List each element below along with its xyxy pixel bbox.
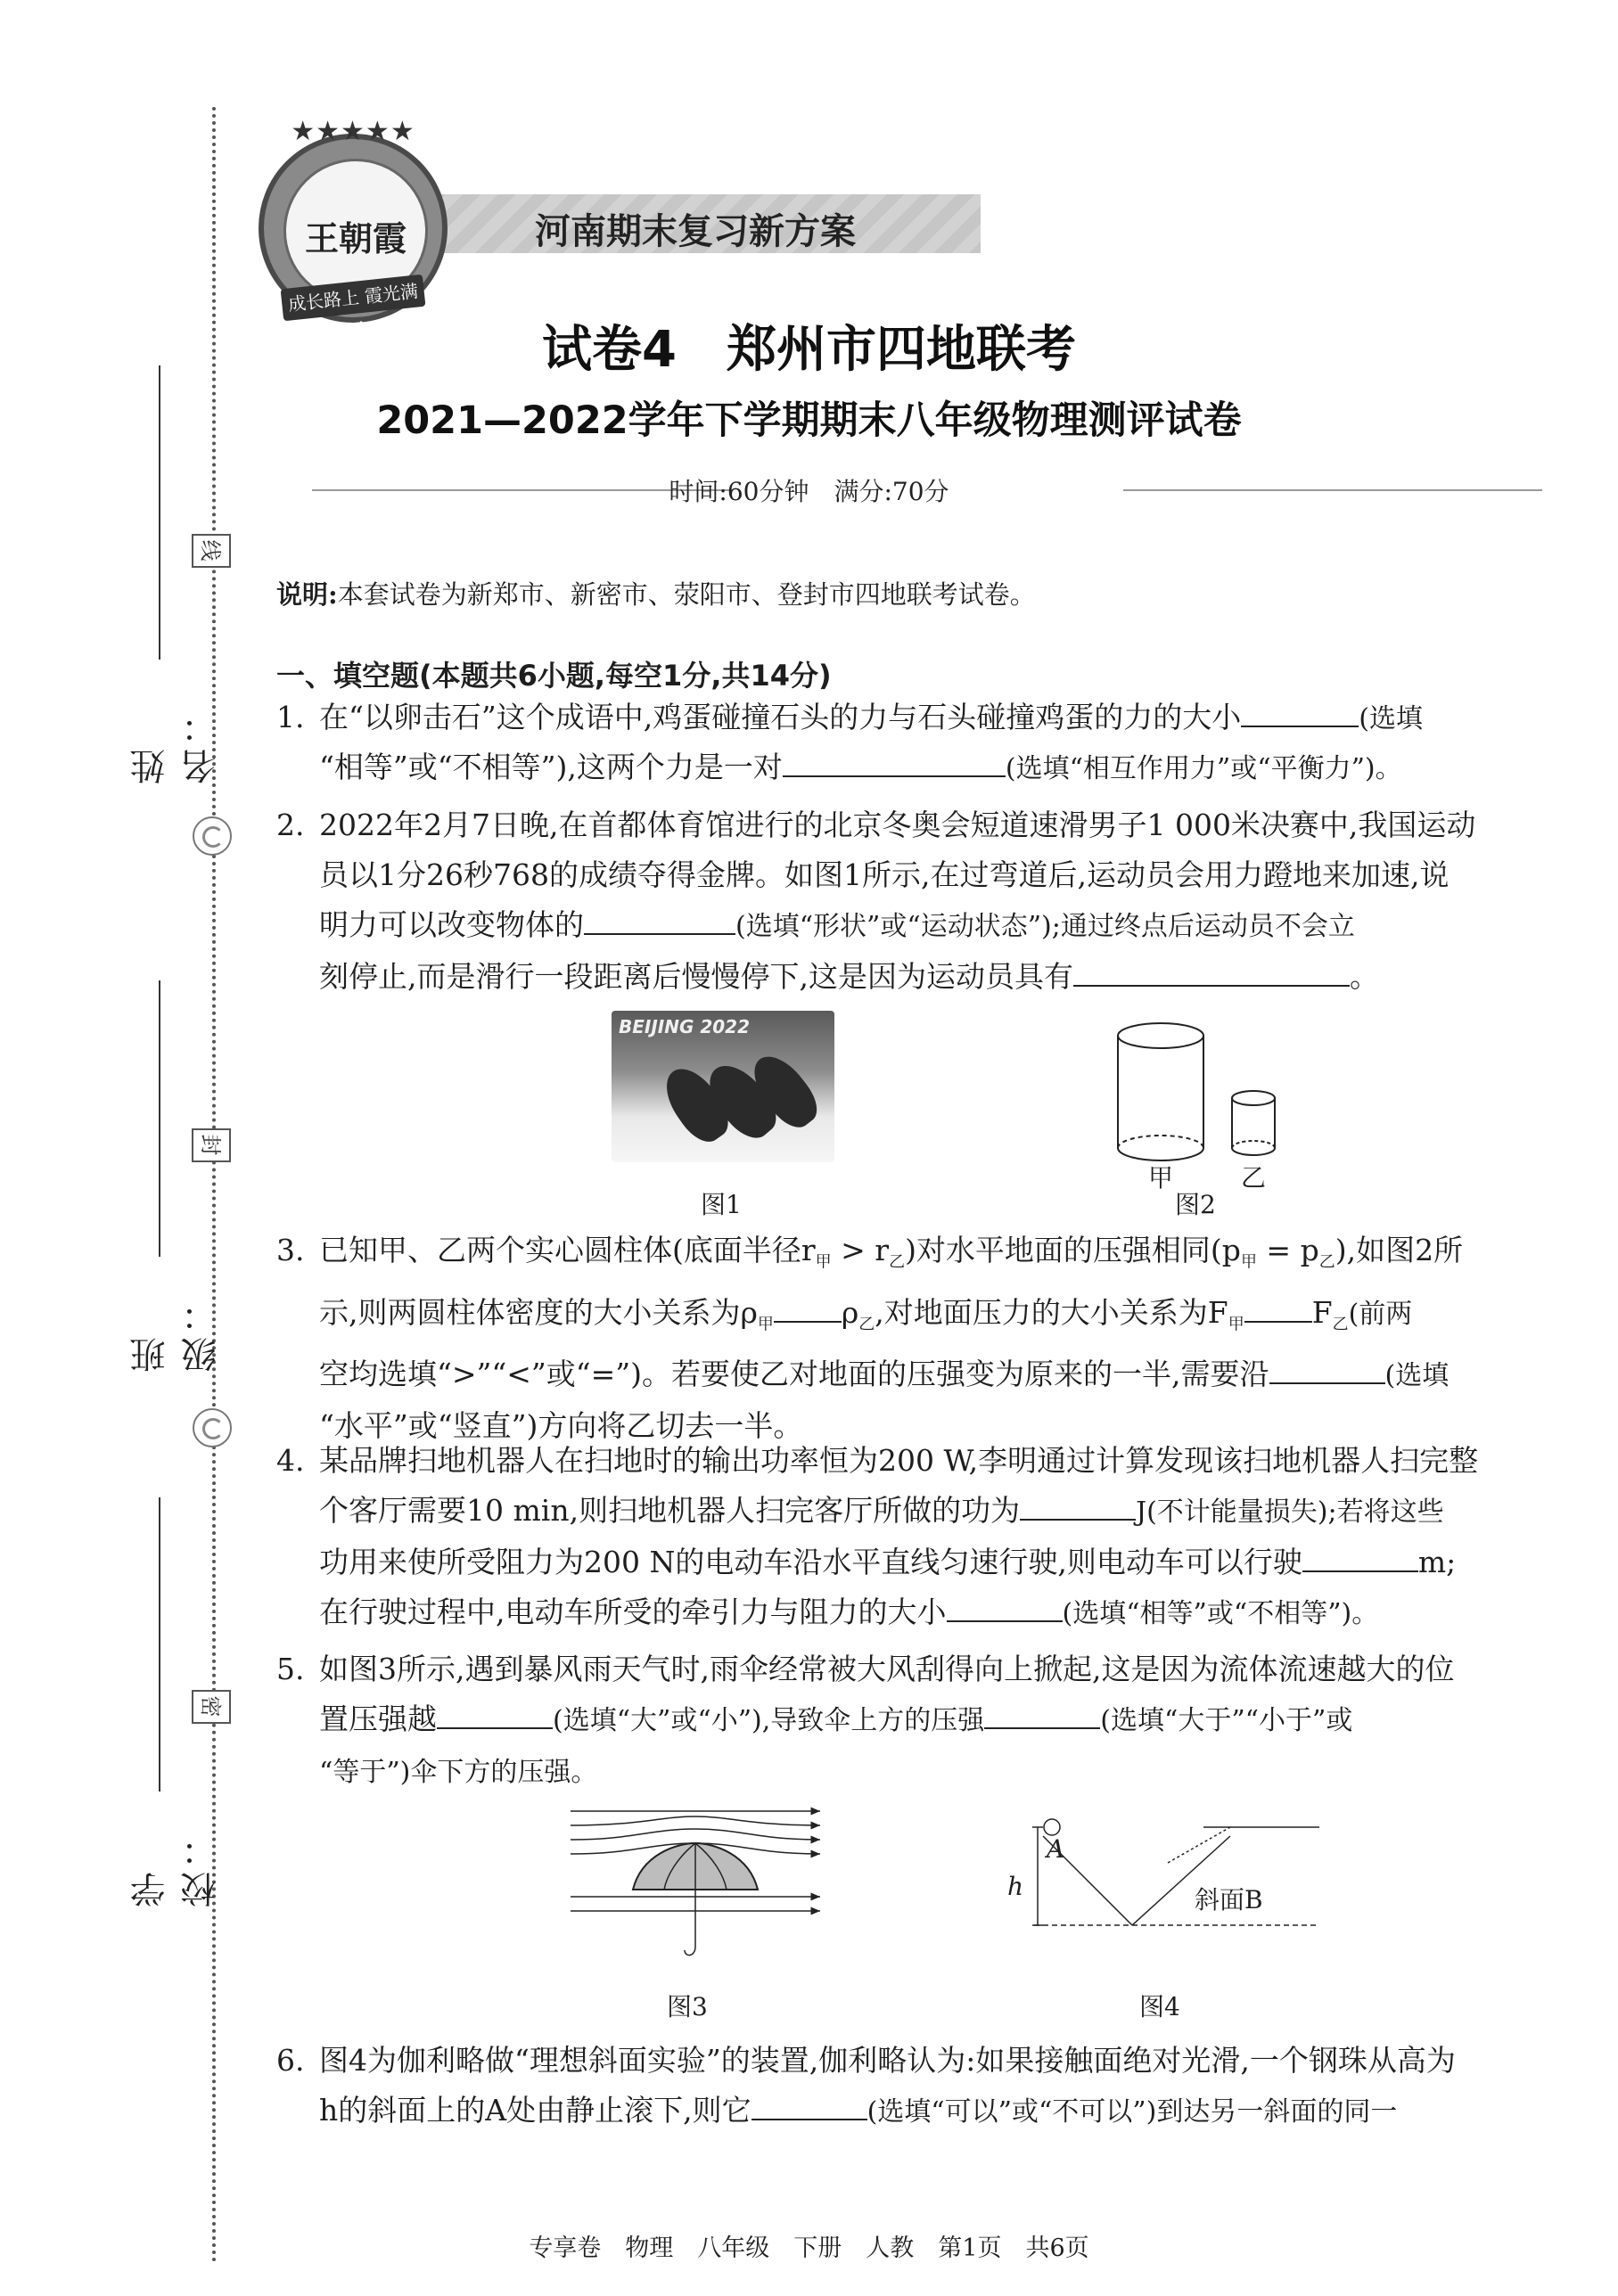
question-text: F <box>1311 1294 1333 1330</box>
question-text: 示,则两圆柱体密度的大小关系为ρ <box>319 1294 758 1330</box>
question-text: (选填 <box>1384 1360 1450 1392</box>
question-text: h的斜面上的A处由静止滚下,则它 <box>319 2093 752 2128</box>
question-text: “相等”或“不相等”),这两个力是一对 <box>319 750 783 784</box>
swirl-ornament-icon <box>193 816 232 856</box>
answer-blank[interactable] <box>1073 958 1350 987</box>
answer-blank[interactable] <box>1244 1294 1312 1323</box>
question-text: 刻停止,而是滑行一段距离后慢慢停下,这是因为运动员具有 <box>319 959 1073 994</box>
photo-caption-text: BEIJING 2022 <box>619 1016 751 1037</box>
question-text: 。 <box>1349 959 1379 994</box>
cylinder-label-b: 乙 <box>1241 1163 1267 1193</box>
name-label: 姓名： <box>130 702 222 784</box>
answer-blank[interactable] <box>984 1701 1100 1729</box>
subscript: 甲 <box>1240 1252 1257 1272</box>
question-text: ),如图2所 <box>1335 1233 1464 1267</box>
exam-subtitle: 2021—2022学年下学期期末八年级物理测评试卷 <box>376 398 1242 443</box>
logo-name: 王朝霞 <box>304 218 407 258</box>
exam-title: 试卷4 郑州市四地联考 <box>542 321 1076 379</box>
answer-blank[interactable] <box>752 2092 867 2120</box>
question-text: (选填“可以”或“不可以”)到达另一斜面的同一 <box>866 2096 1398 2128</box>
question-6 <box>276 2037 1560 2136</box>
question-text: 明力可以改变物体的 <box>319 907 584 942</box>
question-text: ρ <box>841 1294 859 1330</box>
seal-mark-seal: 封 <box>192 1128 231 1162</box>
answer-blank[interactable] <box>774 1294 842 1323</box>
swirl-ornament-icon <box>193 1408 232 1447</box>
question-text: 空均选填“>”“<”或“=”)。若要使乙对地面的压强变为原来的一半,需要沿 <box>319 1357 1269 1392</box>
figure-2-cylinders <box>1105 1016 1310 1177</box>
question-text: 某品牌扫地机器人在扫地时的输出功率恒为200 W,李明通过计算发现该扫地机器人扫完整 <box>319 1443 1479 1478</box>
question-number: 6. <box>276 2043 305 2078</box>
class-label: 班级： <box>130 1291 222 1373</box>
page-footer: 专享卷 物理 八年级 下册 人教 第1页 共6页 <box>529 2234 1089 2262</box>
figure-1-photo <box>612 1011 834 1162</box>
school-label: 学校： <box>130 1825 222 1907</box>
question-1 <box>276 693 1560 793</box>
question-text: = p <box>1256 1233 1319 1267</box>
question-text: ,对地面压力的大小关系为F <box>875 1294 1228 1330</box>
subscript: 乙 <box>889 1252 906 1272</box>
subscript: 甲 <box>815 1252 832 1272</box>
question-text: (选填“相等”或“不相等”)。 <box>1062 1598 1379 1629</box>
question-text: 在“以卵击石”这个成语中,鸡蛋碰撞石头的力与石头碰撞鸡蛋的力的大小 <box>319 700 1242 734</box>
figure-2-caption: 图2 <box>1175 1190 1216 1219</box>
question-number: 3. <box>276 1233 305 1267</box>
answer-blank[interactable] <box>1302 1544 1418 1572</box>
note-text: 本套试卷为新郑市、新密市、荥阳市、登封市四地联考试卷。 <box>337 579 1036 610</box>
question-text: “等于”)伞下方的压强。 <box>319 1757 598 1788</box>
subscript: 甲 <box>1228 1315 1244 1334</box>
question-text: m; <box>1417 1545 1457 1579</box>
subscript: 乙 <box>1332 1315 1349 1334</box>
answer-blank[interactable] <box>437 1701 553 1729</box>
figure-3-caption: 图3 <box>667 1992 708 2021</box>
question-text: 置压强越 <box>319 1702 437 1736</box>
question-text: 如图3所示,遇到暴风雨天气时,雨伞经常被大风刮得向上掀起,这是因为流体流速越大的位 <box>319 1652 1455 1686</box>
subscript: 甲 <box>757 1315 774 1334</box>
school-underline <box>159 1497 160 1792</box>
question-number: 2. <box>276 808 305 842</box>
answer-blank[interactable] <box>1020 1492 1136 1521</box>
seal-mark-line: 线 <box>192 534 231 568</box>
note-label: 说明: <box>276 579 338 610</box>
subscript: 乙 <box>1318 1252 1335 1272</box>
question-text: J(不计能量损失);若将这些 <box>1136 1496 1444 1528</box>
question-5 <box>276 1645 1560 1797</box>
seal-mark-secret: 密 <box>192 1690 231 1724</box>
question-text: 图4为伽利略做“理想斜面实验”的装置,伽利略认为:如果接触面绝对光滑,一个钢珠从高为 <box>319 2043 1456 2078</box>
question-text: 员以1分26秒768的成绩夺得金牌。如图1所示,在过弯道后,运动员会用力蹬地来加速,说 <box>319 857 1450 892</box>
question-text: (选填 <box>1359 703 1423 734</box>
subscript: 乙 <box>858 1315 875 1334</box>
question-3 <box>276 1226 1560 1450</box>
question-text: (选填“形状”或“运动状态”);通过终点后运动员不会立 <box>735 911 1355 942</box>
figure-4-caption: 图4 <box>1139 1992 1180 2021</box>
question-text: “水平”或“竖直”)方向将乙切去一半。 <box>319 1408 803 1444</box>
section-heading: 一、填空题(本题共6小题,每空1分,共14分) <box>276 659 832 693</box>
class-field <box>107 980 222 1373</box>
question-text: (选填“大于”“小于”或 <box>1100 1705 1353 1736</box>
height-label: h <box>1007 1872 1024 1901</box>
exam-note <box>276 575 1036 611</box>
question-text: 在行驶过程中,电动车所受的牵引力与阻力的大小 <box>319 1595 947 1629</box>
time-score-info: 时间:60分钟 满分:70分 <box>669 477 949 506</box>
ball-label: A <box>1047 1834 1065 1864</box>
stars-icon: ★★★★★ <box>291 116 415 147</box>
question-text: (前两 <box>1348 1298 1413 1330</box>
answer-blank[interactable] <box>1269 1356 1385 1384</box>
question-4 <box>276 1437 1560 1638</box>
cylinder-label-a: 甲 <box>1148 1163 1174 1193</box>
question-2 <box>276 801 1560 1001</box>
incline-b-label: 斜面B <box>1195 1885 1263 1915</box>
brand-logo <box>259 116 448 341</box>
question-text: )对水平地面的压强相同(p <box>905 1233 1241 1267</box>
question-text: (选填“相互作用力”或“平衡力”)。 <box>1005 753 1402 784</box>
figure-4-inclines <box>1016 1809 1337 1943</box>
answer-blank[interactable] <box>1241 699 1359 727</box>
answer-blank[interactable] <box>947 1594 1063 1622</box>
question-text: (选填“大”或“小”),导致伞上方的压强 <box>553 1705 985 1736</box>
answer-blank[interactable] <box>584 906 735 935</box>
question-number: 4. <box>276 1443 305 1478</box>
figure-3-umbrella <box>562 1804 829 1973</box>
question-text: 2022年2月7日晚,在首都体育馆进行的北京冬奥会短道速滑男子1 000米决赛中,我国运动 <box>319 808 1476 842</box>
question-number: 5. <box>276 1652 305 1686</box>
school-field <box>107 1497 222 1907</box>
question-text: 已知甲、乙两个实心圆柱体(底面半径r <box>319 1233 816 1267</box>
question-text: 功用来使所受阻力为200 N的电动车沿水平直线匀速行驶,则电动车可以行驶 <box>319 1545 1302 1579</box>
answer-blank[interactable] <box>783 749 1006 777</box>
class-underline <box>159 980 160 1257</box>
logo-ribbon: 成长路上 霞光满天 <box>281 275 426 322</box>
banner-text: 河南期末复习新方案 <box>535 211 856 252</box>
question-text: 个客厅需要10 min,则扫地机器人扫完客厅所做的功为 <box>319 1493 1021 1528</box>
question-number: 1. <box>276 700 305 734</box>
question-text: > r <box>831 1233 890 1267</box>
figure-1-caption: 图1 <box>701 1190 742 1219</box>
